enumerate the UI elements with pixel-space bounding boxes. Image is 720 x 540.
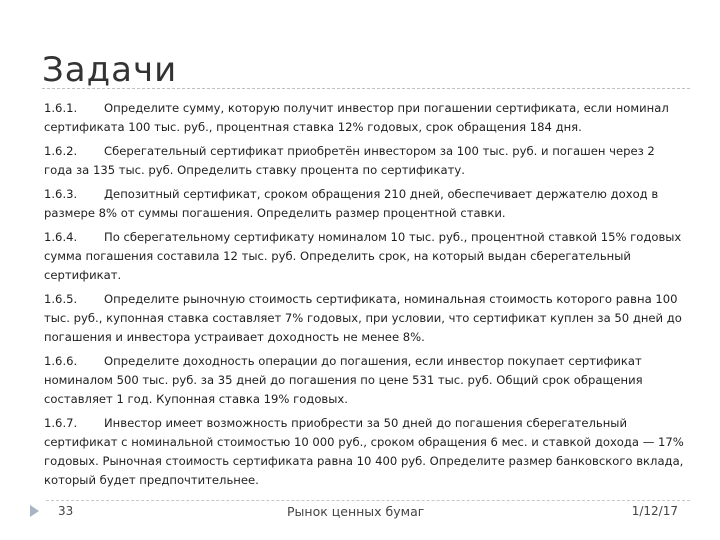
page-number: 33	[58, 504, 74, 518]
task-number: 1.6.1.	[44, 101, 78, 115]
task-text: Определите сумму, которую получит инвестор при погашении сертификата, если номинал сертификата 100 тыс. руб., процентная ставка 12% годовых, срок обращения 184 дня.	[44, 101, 669, 134]
task-list	[44, 99, 684, 495]
footer-divider	[46, 500, 690, 501]
task-text: Инвестор имеет возможность приобрести за 50 дней до погашения сберегательный сертификат с номинальной стоимостью 10 000 руб., сроком обращения 6 мес. и ставкой дохода — 17% годовых. Рыночная стоимость сертификата равна 10 400 руб. Определите размер банковского вклада, который будет предпочтительнее.	[44, 416, 684, 487]
task-text: Депозитный сертификат, сроком обращения 210 дней, обеспечивает держателю доход в размере 8% от суммы погашения. Определить размер процентной ставки.	[44, 187, 659, 220]
task-text: Определите доходность операции до погашения, если инвестор покупает сертификат номиналом 500 тыс. руб. за 35 дней до погашения по цене 531 тыс. руб. Общий срок обращения составляет 1 год. Купонная ставка 19% годовых.	[44, 354, 643, 406]
task-item	[44, 185, 684, 223]
footer-title: Рынок ценных бумаг	[287, 504, 425, 519]
task-item	[44, 142, 684, 180]
task-text: Определите рыночную стоимость сертификата, номинальная стоимость которого равна 100 тыс. руб., купонная ставка составляет 7% годовых, при условии, что сертификат куплен за 50 дней до погашения и инвестора устраивает доходность не менее 8%.	[44, 292, 682, 344]
task-item	[44, 290, 684, 347]
triangle-arrow-icon	[30, 505, 39, 517]
task-number: 1.6.3.	[44, 187, 78, 201]
task-text: По сберегательному сертификату номиналом 10 тыс. руб., процентной ставкой 15% годовых сумма погашения составила 12 тыс. руб. Определить срок, на который выдан сберегательный сертификат.	[44, 230, 682, 282]
slide-title: Задачи	[42, 50, 178, 90]
task-number: 1.6.7.	[44, 416, 78, 430]
footer-date: 1/12/17	[631, 504, 678, 518]
task-number: 1.6.4.	[44, 230, 78, 244]
title-divider	[42, 88, 690, 89]
task-item	[44, 352, 684, 409]
task-text: Сберегательный сертификат приобретён инвестором за 100 тыс. руб. и погашен через 2 года за 135 тыс. руб. Определить ставку процента по сертификату.	[44, 144, 655, 177]
task-item	[44, 414, 684, 490]
task-number: 1.6.6.	[44, 354, 78, 368]
task-item	[44, 228, 684, 285]
task-number: 1.6.5.	[44, 292, 78, 306]
task-item	[44, 99, 684, 137]
task-number: 1.6.2.	[44, 144, 78, 158]
